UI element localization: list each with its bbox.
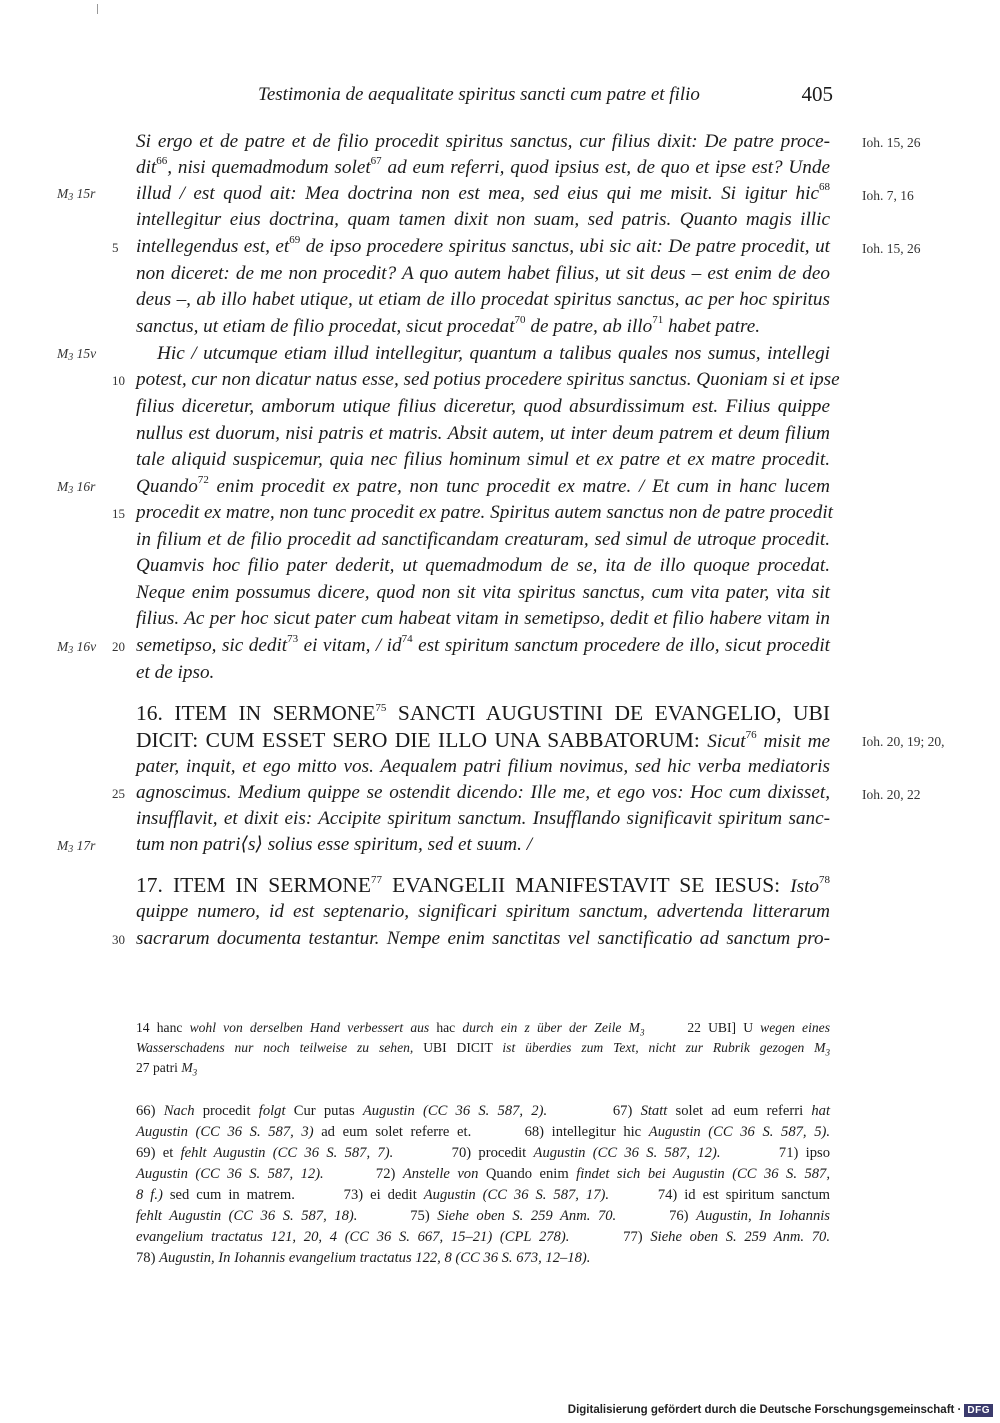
text-line: sanctus, ut etiam de filio procedat, sicut procedat$^{70}$ de patre, ab illo$^{71}$ habet patre. bbox=[136, 314, 761, 337]
text-line: dit$^{66}$, nisi quemadmodum solet$^{67}$ ad eum referri, quod ipsius est, de quo et ipse est? Unde bbox=[136, 155, 830, 178]
footnote-line: evangelium tractatus 121, 20, 4 (CC 36 S. 667, 15–21) (CPL 278). 77) Siehe oben S. 259 Anm. 70. bbox=[136, 1229, 830, 1245]
text-line: et de ipso. bbox=[136, 662, 215, 683]
text-line: illud / est quod ait: Mea doctrina non est mea, sed eius qui me misit. Si igitur hic$^{68}$ bbox=[136, 181, 830, 204]
section-heading-17: 17. ITEM IN SERMONE$^{77}$ EVANGELII MANIFESTAVIT SE IESUS: Isto$^{78}$ bbox=[136, 873, 830, 897]
bible-reference: Ioh. 15, 26 bbox=[862, 241, 921, 256]
running-title: Testimonia de aequalitate spiritus sancti cum patre et filio bbox=[258, 84, 700, 105]
apparatus-line: 14 hanc wohl von derselben Hand verbessert aus hac durch ein z über der Zeile $M_3$ 22 UBI] U wegen eines bbox=[136, 1020, 830, 1038]
footnote-line: 69) et fehlt Augustin (CC 36 S. 587, 7). 70) procedit Augustin (CC 36 S. 587, 12). 71) ipso bbox=[136, 1145, 830, 1161]
footnote-line: 66) Nach procedit folgt Cur putas Augustin (CC 36 S. 587, 2). 67) Statt solet ad eum referri hat bbox=[136, 1103, 831, 1119]
line-number: 20 bbox=[112, 639, 125, 654]
text-line: Quando$^{72}$ enim procedit ex patre, non tunc procedit ex matre. / Et cum in hanc lucem bbox=[136, 474, 830, 497]
text-line: insufflavit, et dixit eis: Accipite spiritum sanctum. Insufflando significavit spiritum sanc- bbox=[136, 808, 830, 829]
scan-mark bbox=[97, 4, 98, 14]
line-number: 25 bbox=[112, 786, 125, 801]
bible-reference: Ioh. 20, 19; 20, bbox=[862, 734, 945, 749]
text-line: tale aliquid suspicemur, quia nec filius hominum simul et ex patre et ex matre procedit. bbox=[136, 449, 830, 470]
text-line: intellegitur eius doctrina, quam tamen dixit non suam, sed patris. Quanto magis illic bbox=[136, 209, 830, 230]
text-line: pater, inquit, et ego mitto vos. Aequalem patri filium novimus, sed hic verba mediatoris bbox=[136, 756, 830, 777]
text-line: filius. Ac per hoc sicut pater cum habeat vitam in semetipso, dedit et filio habere vitam in bbox=[136, 608, 830, 629]
text-line: procedit ex matre, non tunc procedit ex patre. Spiritus autem sanctus non de patre procedit bbox=[136, 502, 834, 523]
text-line: tum non patri⟨s⟩ solius esse spiritum, sed et suum. / bbox=[136, 834, 533, 855]
text-line: non diceret: de me non procedit? A quo autem habet filius, ut sit deus – est enim de deo bbox=[136, 263, 830, 284]
apparatus-line: 27 patri $M_3$ bbox=[136, 1060, 198, 1078]
line-number: 5 bbox=[112, 240, 119, 255]
text-line: Si ergo et de patre et de filio procedit spiritus sanctus, cur filius dixit: De patre proce- bbox=[136, 131, 830, 152]
bible-reference: Ioh. 20, 22 bbox=[862, 787, 921, 802]
manuscript-siglum: $M_3$ 16r bbox=[57, 479, 96, 496]
text-line: intellegendus est, $et^{69}$ de ipso procedere spiritus sanctus, ubi sic ait: De patre procedit, ut bbox=[136, 234, 830, 257]
text-line: quippe numero, id est septenario, significari spiritum sanctum, advertenda litterarum bbox=[136, 901, 830, 922]
apparatus-line: Wasserschadens nur noch teilweise zu sehen, UBI DICIT ist überdies zum Text, nicht zur Rubrik gezogen $M_3$ bbox=[136, 1040, 830, 1058]
text-line: potest, cur non dicatur natus esse, sed potius procedere spiritus sanctus. Quoniam si et ipse bbox=[136, 369, 840, 390]
dfg-logo: DFG bbox=[964, 1404, 993, 1417]
text-line: in filium et de filio procedit ad sanctificandam creaturam, sed simul de utroque procedit. bbox=[136, 529, 830, 550]
line-number: 15 bbox=[112, 506, 125, 521]
page-number: 405 bbox=[801, 82, 833, 106]
text-line: semetipso, sic dedit$^{73}$ ei vitam, / $id^{74}$ est spiritum sanctum procedere de illo, sicut procedit bbox=[136, 633, 831, 656]
text-line: agnoscimus. Medium quippe se ostendit dicendo: Ille me, et ego vos: Hoc cum dixisset, bbox=[136, 782, 830, 803]
footnote-line: 8 f.) sed cum in matrem. 73) ei dedit Augustin (CC 36 S. 587, 17). 74) id est spiritum sanctum bbox=[136, 1187, 831, 1203]
running-header bbox=[258, 84, 833, 112]
credit-text: Digitalisierung gefördert durch die Deutsche Forschungsgemeinschaft · bbox=[567, 1404, 962, 1416]
text-line: Neque enim possumus dicere, quod non sit vita spiritus sanctus, cum vita pater, vita sit bbox=[136, 582, 830, 603]
digitization-credit bbox=[568, 1400, 993, 1420]
manuscript-siglum: $M_3$ 15v bbox=[57, 346, 97, 363]
footnote-line: Augustin (CC 36 S. 587, 12). 72) Anstelle von Quando enim findet sich bei Augustin (CC 36 S. 587, bbox=[136, 1166, 830, 1182]
manuscript-siglum: $M_3$ 17r bbox=[57, 838, 96, 855]
line-number: 10 bbox=[112, 373, 125, 388]
text-line: filius diceretur, amborum utique filius diceretur, quod absurdissimum est. Filius quippe bbox=[136, 396, 830, 417]
text-line: nullus est duorum, nisi patris et matris. Absit autem, ut inter deum patrem et deum filium bbox=[136, 423, 830, 444]
section-heading-16: 16. ITEM IN SERMONE$^{75}$ SANCTI AUGUSTINI DE EVANGELIO, UBI bbox=[136, 701, 830, 725]
section-heading-16-cont: DICIT: CUM ESSET SERO DIE ILLO UNA SABBATORUM: Sicut$^{76}$ misit me bbox=[136, 728, 830, 752]
footnote-line: fehlt Augustin (CC 36 S. 587, 18). 75) Siehe oben S. 259 Anm. 70. 76) Augustin, In Iohannis bbox=[136, 1208, 830, 1224]
footnote-line: 78) Augustin, In Iohannis evangelium tractatus 122, 8 (CC 36 S. 673, 12–18). bbox=[136, 1250, 591, 1266]
text-line: Hic / utcumque etiam illud intellegitur, quantum a talibus quales nos sumus, intellegi bbox=[157, 343, 830, 364]
text-line: Quamvis hoc filio pater dederit, ut quemadmodum de se, ita de illo quoque procedat. bbox=[136, 555, 830, 576]
line-number: 30 bbox=[112, 932, 125, 947]
manuscript-siglum: $M_3$ 15r bbox=[57, 186, 96, 203]
footnote-line: Augustin (CC 36 S. 587, 3) ad eum solet referre et. 68) intellegitur hic Augustin (CC 36 S. 587, 5). bbox=[136, 1124, 831, 1140]
bible-reference: Ioh. 15, 26 bbox=[862, 135, 921, 150]
manuscript-siglum: $M_3$ 16v bbox=[57, 639, 97, 656]
bible-reference: Ioh. 7, 16 bbox=[862, 188, 914, 203]
text-line: deus –, ab illo habet utique, ut etiam de illo procedat spiritus sanctus, ac per hoc spiritus bbox=[136, 289, 830, 310]
text-line: sacrarum documenta testantur. Nempe enim sanctitas vel sanctificatio ad sanctum pro- bbox=[136, 928, 830, 949]
